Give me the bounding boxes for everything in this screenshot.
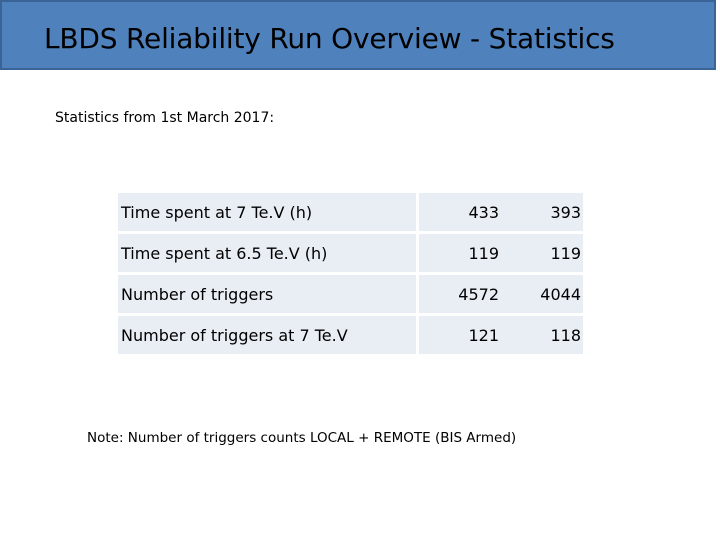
value-column-a: 121 xyxy=(419,315,501,355)
table-row xyxy=(118,233,583,274)
statistics-subtitle: Statistics from 1st March 2017: xyxy=(55,110,275,126)
row-label: Time spent at 7 Te.V (h) xyxy=(118,193,416,233)
table-row xyxy=(118,274,583,315)
value-column-a: 433 xyxy=(419,193,501,233)
value-column-b: 118 xyxy=(501,315,583,355)
row-label: Number of triggers xyxy=(118,274,416,315)
value-column-b: 4044 xyxy=(501,274,583,315)
value-column-b: 393 xyxy=(501,193,583,233)
slide-title: LBDS Reliability Run Overview - Statistics xyxy=(44,22,615,55)
table-row xyxy=(118,315,583,355)
value-column-a: 119 xyxy=(419,233,501,274)
value-column-b: 119 xyxy=(501,233,583,274)
title-bar xyxy=(0,0,716,70)
footnote: Note: Number of triggers counts LOCAL + REMOTE (BIS Armed) xyxy=(87,430,517,446)
value-column-a: 4572 xyxy=(419,274,501,315)
row-label: Number of triggers at 7 Te.V xyxy=(118,315,416,355)
row-label: Time spent at 6.5 Te.V (h) xyxy=(118,233,416,274)
statistics-table xyxy=(118,193,583,354)
table-row xyxy=(118,193,583,233)
